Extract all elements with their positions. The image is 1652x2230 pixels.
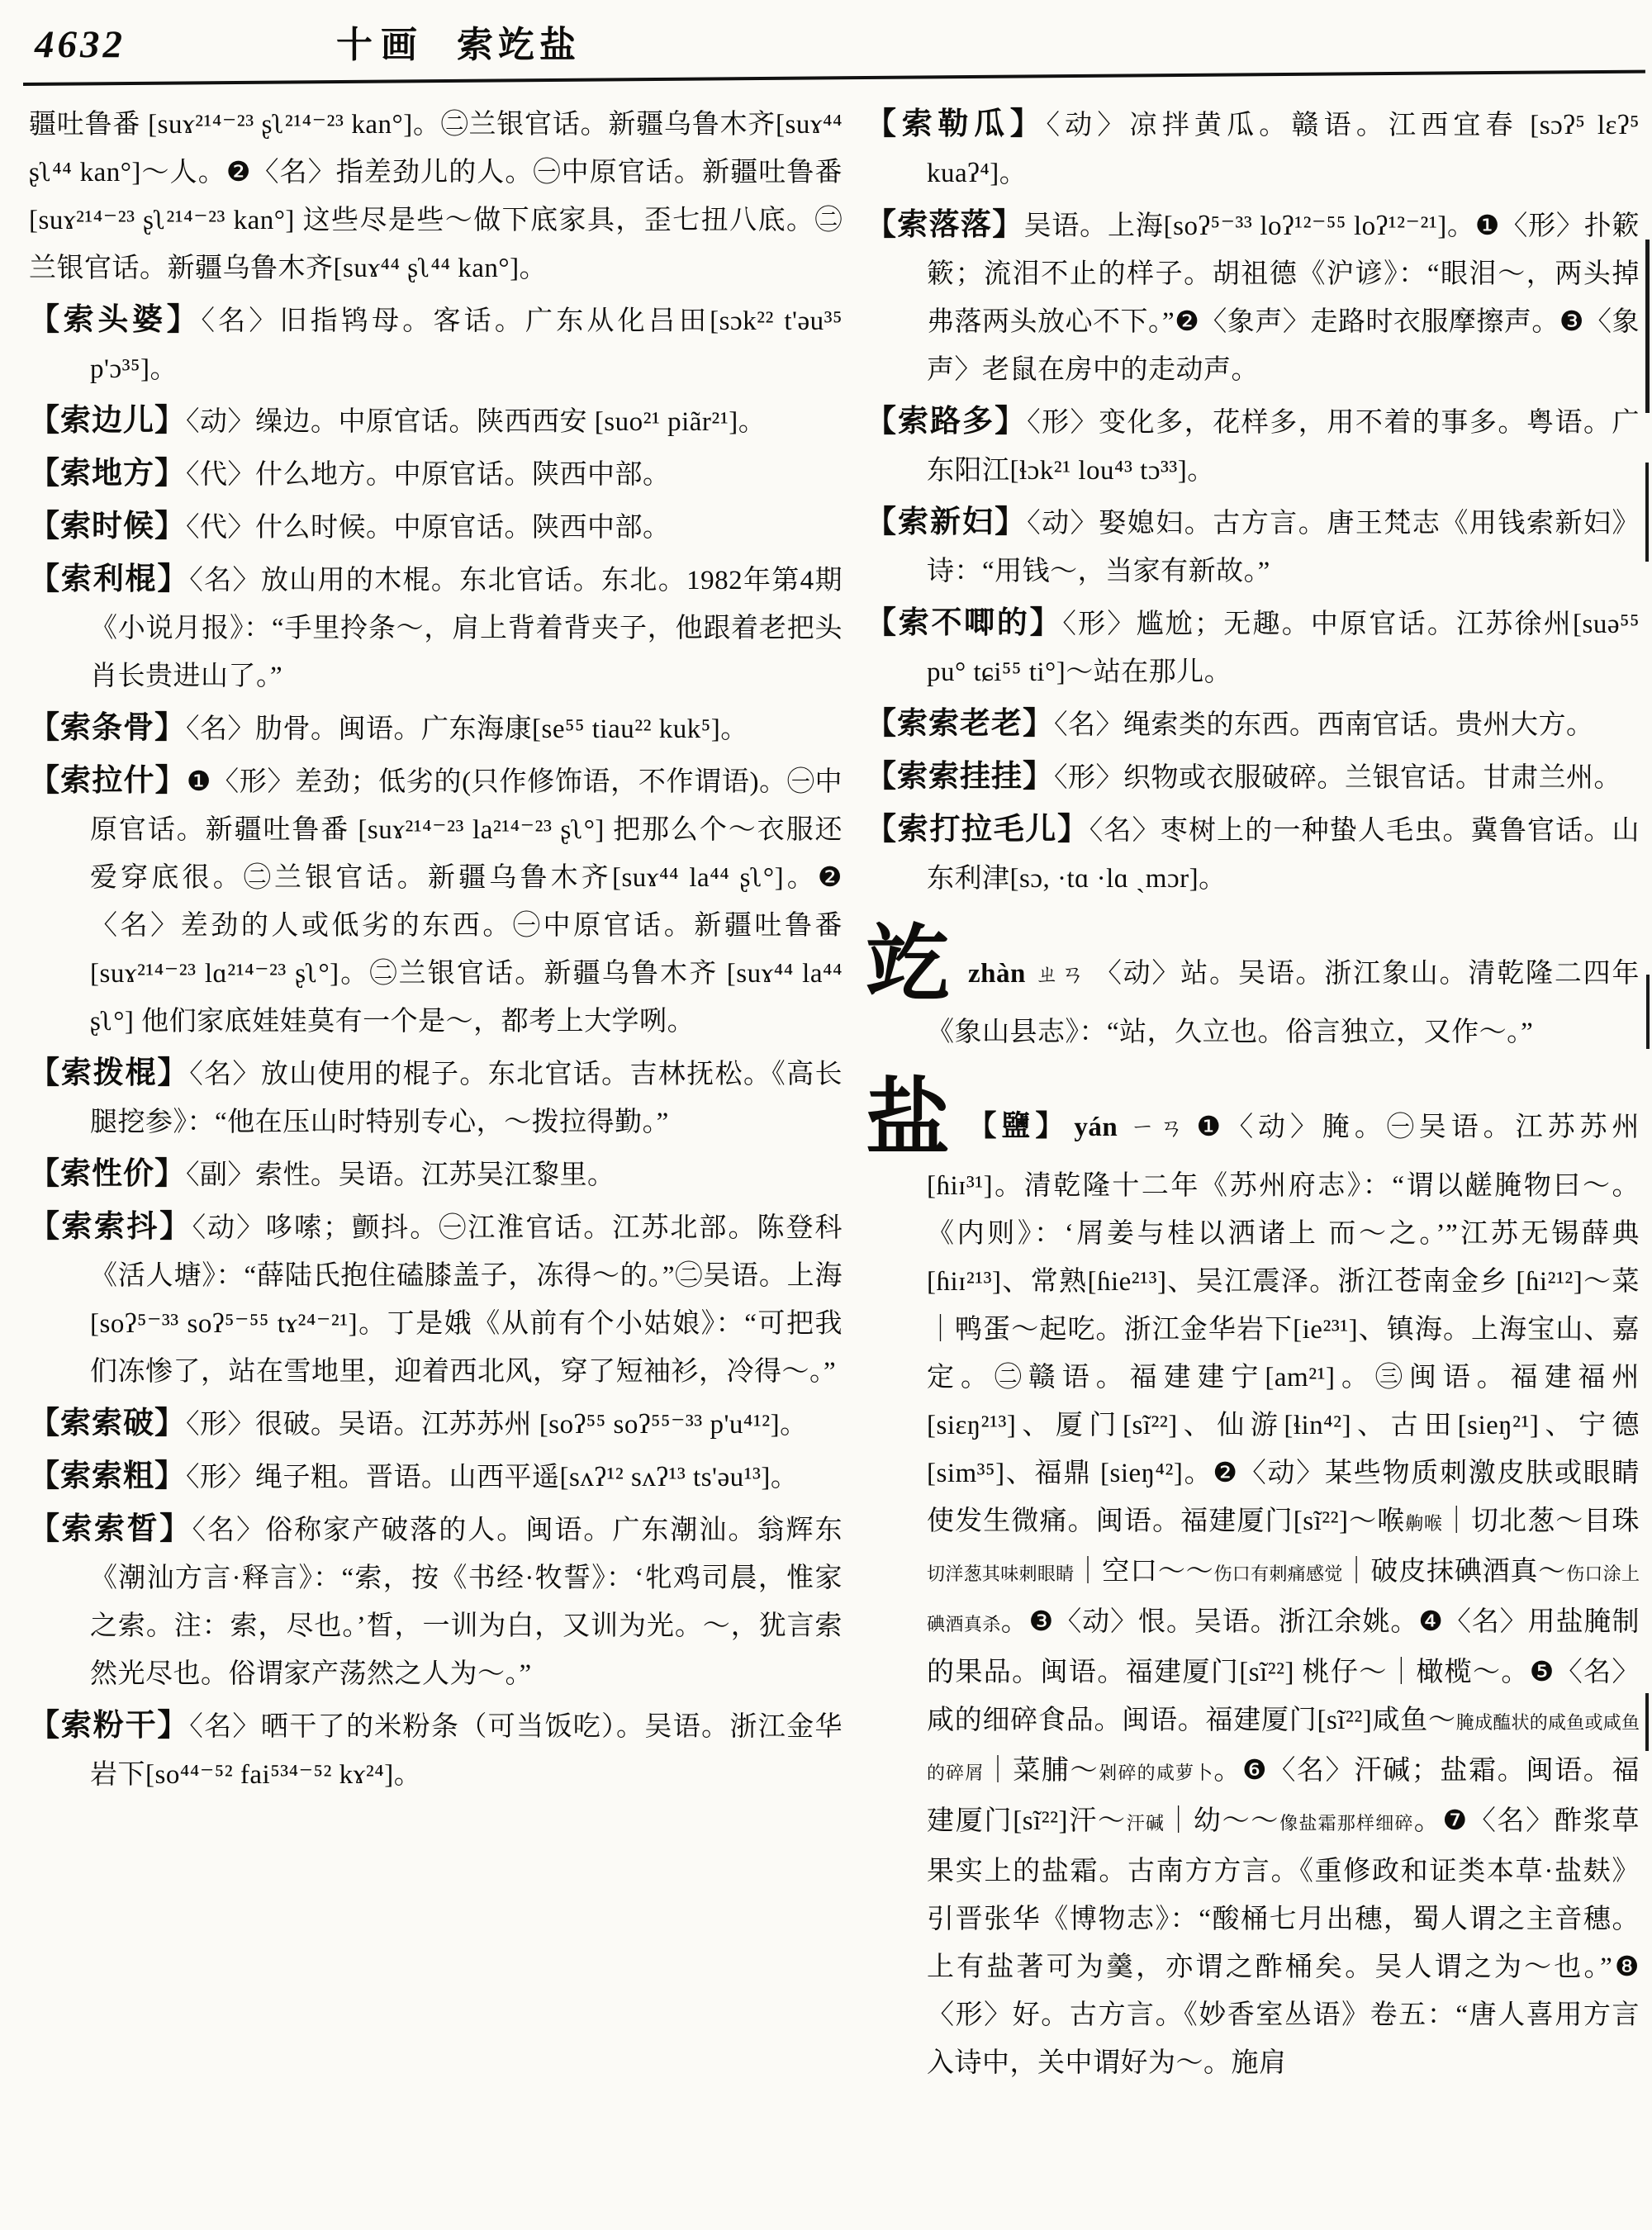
- entry-headword: 【索不唧的】: [866, 606, 1063, 640]
- dictionary-entry: [29, 705, 843, 753]
- entry-headword: 【索勒瓜】: [866, 107, 1047, 141]
- entry-headword: 【索索老老】: [866, 707, 1054, 741]
- dictionary-columns: [29, 101, 1640, 2091]
- entry-annotation-small: 切洋葱其味刺眼睛: [927, 1563, 1075, 1584]
- entry-zhuyin: ㄓㄢ: [1033, 961, 1086, 988]
- dictionary-entry: [29, 1506, 843, 1698]
- dictionary-entry: [29, 503, 843, 552]
- entry-headword: 【索边儿】: [29, 404, 186, 438]
- entry-body-text: ｜破皮抹碘酒真～: [1342, 1557, 1567, 1587]
- entry-headword: 【索打拉毛儿】: [866, 813, 1089, 847]
- left-column: [29, 101, 843, 2091]
- stroke-section-label: 十画: [336, 25, 425, 65]
- scan-edge-artifact: [1645, 240, 1650, 413]
- entry-headword: 【索粉干】: [29, 1709, 190, 1743]
- entry-traditional-form: 【鹽】: [963, 1110, 1070, 1142]
- entry-annotation-small: 汗碱: [1126, 1813, 1165, 1834]
- entry-body: 〈名〉绳索类的东西。西南官话。贵州大方。: [1054, 710, 1594, 740]
- dictionary-entry: [866, 806, 1640, 903]
- entry-headword: 【索条骨】: [29, 711, 186, 745]
- dictionary-entry: [29, 556, 843, 700]
- entry-body: 〈名〉俗称家产破落的人。闽语。广东潮汕。翁辉东《潮汕方言·释言》：“索，按《书经·牧誓》：‘牝鸡司晨，惟家之索。注：索，尽也。’晳，一训为白，又训为光。～，犹言索然光尽也。俗谓家产荡然之人为～。”: [90, 1516, 843, 1689]
- right-column: [866, 101, 1640, 2091]
- dictionary-entry: [866, 700, 1640, 749]
- entry-body-text: 。❸〈动〉恨。吴语。浙江余姚。❹〈名〉用盐腌制的果品。闽语。福建厦门[sĩ²²] 桃仔～｜橄榄～。❺〈名〉咸的细碎食品。闽语。福建厦门[sĩ²²]咸鱼～: [927, 1607, 1640, 1735]
- entry-headword: 【索时候】: [29, 510, 186, 543]
- entry-body: 吴语。上海[soʔ⁵⁻³³ loʔ¹²⁻⁵⁵ loʔ¹²⁻²¹]。❶〈形〉扑簌簌；流泪不止的样子。胡祖德《沪谚》：“眼泪～，两头掉弗落两头放心不下。”❷〈象声〉走路时衣服摩擦声。❸〈象声〉老鼠在房中的走动声。: [927, 211, 1640, 385]
- entry-annotation-small: 剁碎的咸萝卜: [1099, 1763, 1214, 1783]
- entry-body-text: 。❼〈名〉酢浆草果实上的盐霜。古南方方言。《重修政和证类本草·盐麸》引晋张华《博物志》：“酸桶七月出穗，蜀人谓之主音穗。上有盐著可为羹，亦谓之酢桶矣。吴人谓之为～也。”❽〈形〉好。古方言。《妙香室丛语》卷五：“唐人喜用方言入诗中，关中谓好为～。施肩: [927, 1806, 1640, 2078]
- entry-body-text: ｜幼～～: [1165, 1806, 1280, 1836]
- dictionary-entry: [866, 919, 1640, 1056]
- entry-body: 〈形〉尴尬；无趣。中原官话。江苏徐州[suə⁵⁵ pu° tɕi⁵⁵ ti°]～站在那儿。: [927, 610, 1640, 687]
- entry-headword: 【索索破】: [29, 1407, 186, 1440]
- entry-body: [927, 1113, 1640, 2078]
- entry-body-text: ｜切北葱～目珠: [1442, 1506, 1640, 1536]
- dictionary-entry: [866, 600, 1640, 696]
- entry-body: 疆吐鲁番 [suɤ²¹⁴⁻²³ ʂʅ²¹⁴⁻²³ kan°]。㊁兰银官话。新疆乌鲁木齐[suɤ⁴⁴ ʂʅ⁴⁴ kan°]～人。❷〈名〉指差劲儿的人。㊀中原官话。新疆吐鲁番[suɤ²¹⁴⁻²³ ʂʅ²¹⁴⁻²³ kan°] 这些尽是些～做下底家具，歪七扭八底。㊁兰银官话。新疆乌鲁木齐[suɤ⁴⁴ ʂʅ⁴⁴ kan°]。: [29, 110, 843, 283]
- dictionary-entry: [866, 1073, 1640, 2087]
- page-number: 4632: [35, 23, 126, 66]
- scan-edge-artifact: [1645, 463, 1649, 562]
- entry-body: 〈动〉站。吴语。浙江象山。清乾隆二四年《象山县志》：“站，久立也。俗言独立，又作～。”: [927, 959, 1640, 1047]
- header-rule: [23, 70, 1645, 86]
- scan-edge-artifact: [1646, 975, 1650, 1049]
- entry-annotation-small: 伤口有刺痛感觉: [1213, 1563, 1343, 1584]
- entry-body: 〈名〉放山用的木棍。东北官话。东北。1982年第4期《小说月报》：“手里拎条～，肩上背着背夹子，他跟着老把头肖长贵进山了。”: [90, 566, 843, 691]
- entry-body: 〈形〉绳子粗。晋语。山西平遥[sʌʔ¹² sʌʔ¹³ ts'əu¹³]。: [186, 1463, 799, 1492]
- entry-headword: 【索拨棍】: [29, 1056, 190, 1090]
- entry-headword: 【索拉什】: [29, 764, 187, 798]
- dictionary-entry: [29, 1151, 843, 1199]
- dictionary-entry: [29, 1203, 843, 1396]
- entry-body: 〈代〉什么地方。中原官话。陕西中部。: [186, 460, 671, 490]
- entry-annotation-small: 伤口涂上碘酒真杀: [927, 1563, 1640, 1635]
- entry-body: 〈名〉肋骨。闽语。广东海康[se⁵⁵ tiau²² kuk⁵]。: [186, 714, 748, 744]
- dictionary-entry: [866, 753, 1640, 802]
- dictionary-entry: [29, 1050, 843, 1146]
- entry-body-text: ｜空口～～: [1074, 1557, 1214, 1587]
- entry-body: 〈名〉晒干了的米粉条（可当饭吃）。吴语。浙江金华岩下[so⁴⁴⁻⁵² fai⁵³⁴⁻⁵² kɤ²⁴]。: [90, 1712, 843, 1790]
- entry-headword: 【索索粗】: [29, 1459, 186, 1493]
- entry-headword: 【索索晳】: [29, 1512, 192, 1546]
- entry-headword: 【索头婆】: [29, 303, 202, 337]
- entry-headword: 【索地方】: [29, 457, 186, 491]
- dictionary-entry: [866, 398, 1640, 495]
- entry-headword: 【索落落】: [866, 208, 1024, 242]
- dictionary-entry: [29, 450, 843, 499]
- entry-body: 〈动〉缲边。中原官话。陕西西安 [suo²¹ piãr²¹]。: [186, 407, 767, 437]
- dictionary-entry: [29, 1702, 843, 1799]
- dictionary-entry: [29, 1400, 843, 1449]
- entry-character: 盐: [866, 1073, 950, 1166]
- entry-body: 〈副〉索性。吴语。江苏吴江黎里。: [186, 1160, 615, 1190]
- dictionary-entry: [29, 297, 843, 393]
- entry-pinyin: yán: [1074, 1113, 1118, 1142]
- entry-headword: 【索利棍】: [29, 562, 190, 596]
- dictionary-entry: [866, 101, 1640, 197]
- entry-body: 〈名〉放山使用的棍子。东北官话。吉林抚松。《高长腿挖参》：“他在压山时特别专心，～拨拉得勤。”: [90, 1060, 843, 1137]
- entry-body: 〈动〉娶媳妇。古方言。唐王梵志《用钱索新妇》诗：“用钱～，当家有新故。”: [927, 509, 1640, 586]
- entry-pinyin: zhàn: [968, 959, 1026, 989]
- entry-body-text: ❶〈动〉腌。㊀吴语。江苏苏州[ɦiɪ³¹]。清乾隆十二年《苏州府志》：“谓以鹾腌物曰～。《内则》：‘屑姜与桂以洒诸上 而～之。’”江苏无锡薛典 [ɦiɪ²¹³]、常熟[ɦie²¹³]、吴江震泽。浙江苍南金乡 [ɦi²¹²]～菜｜鸭蛋～起吃。浙江金华岩下[ie²³¹]、镇海。上海宝山、嘉定。㊁赣语。福建建宁[am²¹]。㊂闽语。福建福州[siɛŋ²¹³]、厦门[sĩ²²]、仙游[ɬin⁴²]、古田[sieŋ²¹]、宁德[sim³⁵]、福鼎 [sieŋ⁴²]。❷〈动〉某些物质刺激皮肤或眼睛使发生微痛。闽语。福建厦门[sĩ²²]～喉: [927, 1113, 1640, 1536]
- entry-headword: 【索性价】: [29, 1157, 186, 1191]
- entry-headword: 【索路多】: [866, 405, 1028, 439]
- entry-body: 〈形〉很破。吴语。江苏苏州 [soʔ⁵⁵ soʔ⁵⁵⁻³³ p'u⁴¹²]。: [186, 1410, 808, 1440]
- page-header: [35, 15, 1604, 68]
- entry-body: 〈形〉织物或衣服破碎。兰银官话。甘肃兰州。: [1054, 763, 1621, 793]
- scan-edge-artifact: [1645, 1693, 1649, 1751]
- dictionary-entry: [29, 101, 843, 292]
- entry-headword: 【索索挂挂】: [866, 760, 1054, 794]
- entry-body-text: ｜菜脯～: [984, 1756, 1099, 1786]
- entry-body: ❶〈形〉差劲；低劣的(只作修饰语，不作谓语)。㊀中原官话。新疆吐鲁番 [suɤ²¹⁴⁻²³ la²¹⁴⁻²³ ʂʅ°] 把那么个～衣服还爱穿底很。㊁兰银官话。新疆乌鲁木齐[suɤ⁴⁴ la⁴⁴ ʂʅ°]。❷〈名〉差劲的人或低劣的东西。㊀中原官话。新疆吐鲁番 [suɤ²¹⁴⁻²³ lɑ²¹⁴⁻²³ ʂʅ°]。㊁兰银官话。新疆乌鲁木齐 [suɤ⁴⁴ la⁴⁴ ʂʅ°] 他们家底娃娃莫有一个是～，都考上大学咧。: [90, 767, 843, 1037]
- entry-annotation-small: 像盐霜那样细碎: [1279, 1813, 1414, 1834]
- entry-body: 〈名〉枣树上的一种蛰人毛虫。冀鲁官话。山东利津[sɔ, ·tɑ ·lɑ ˏmɔr]。: [927, 816, 1640, 894]
- dictionary-entry: [29, 397, 843, 446]
- entry-zhuyin: ㄧㄢ: [1126, 1115, 1189, 1141]
- section-headword-chars: 索䇄盐: [457, 25, 581, 65]
- entry-body: 〈形〉变化多，花样多，用不着的事多。粤语。广东阳江[ɬɔk²¹ lou⁴³ tɔ³³]。: [927, 408, 1640, 486]
- entry-annotation-small: 腌成醢状的咸鱼或咸鱼的碎屑: [927, 1712, 1640, 1783]
- entry-body: 〈名〉旧指鸨母。客话。广东从化吕田[sɔk²² t'əu³⁵ p'ɔ³⁵]。: [90, 306, 843, 384]
- entry-headword: 【索索抖】: [29, 1210, 192, 1244]
- dictionary-entry: [866, 499, 1640, 595]
- dictionary-entry: [866, 202, 1640, 394]
- entry-annotation-small: 齁喉: [1405, 1513, 1443, 1534]
- dictionary-entry: [29, 757, 843, 1046]
- entry-body: 〈动〉哆嗦；颤抖。㊀江淮官话。江苏北部。陈登科《活人塘》：“薛陆氏抱住磕膝盖子，冻得～的。”㊁吴语。上海[soʔ⁵⁻³³ soʔ⁵⁻⁵⁵ tɤ²⁴⁻²¹]。丁是娥《从前有个小姑娘》：“可把我们冻惨了，站在雪地里，迎着西北风，穿了短袖衫，冷得～。”: [90, 1213, 843, 1387]
- entry-headword: 【索新妇】: [866, 505, 1028, 539]
- entry-body: 〈动〉凉拌黄瓜。赣语。江西宜春 [sɔʔ⁵ lɛʔ⁵ kuaʔ⁴]。: [927, 111, 1640, 188]
- dictionary-entry: [29, 1453, 843, 1502]
- entry-body: 〈代〉什么时候。中原官话。陕西中部。: [186, 513, 671, 543]
- entry-character: 䇄: [866, 919, 950, 1013]
- entry-body-text: 。❻〈名〉汗碱；盐霜。闽语。福建厦门[sĩ²²]汗～: [927, 1756, 1640, 1836]
